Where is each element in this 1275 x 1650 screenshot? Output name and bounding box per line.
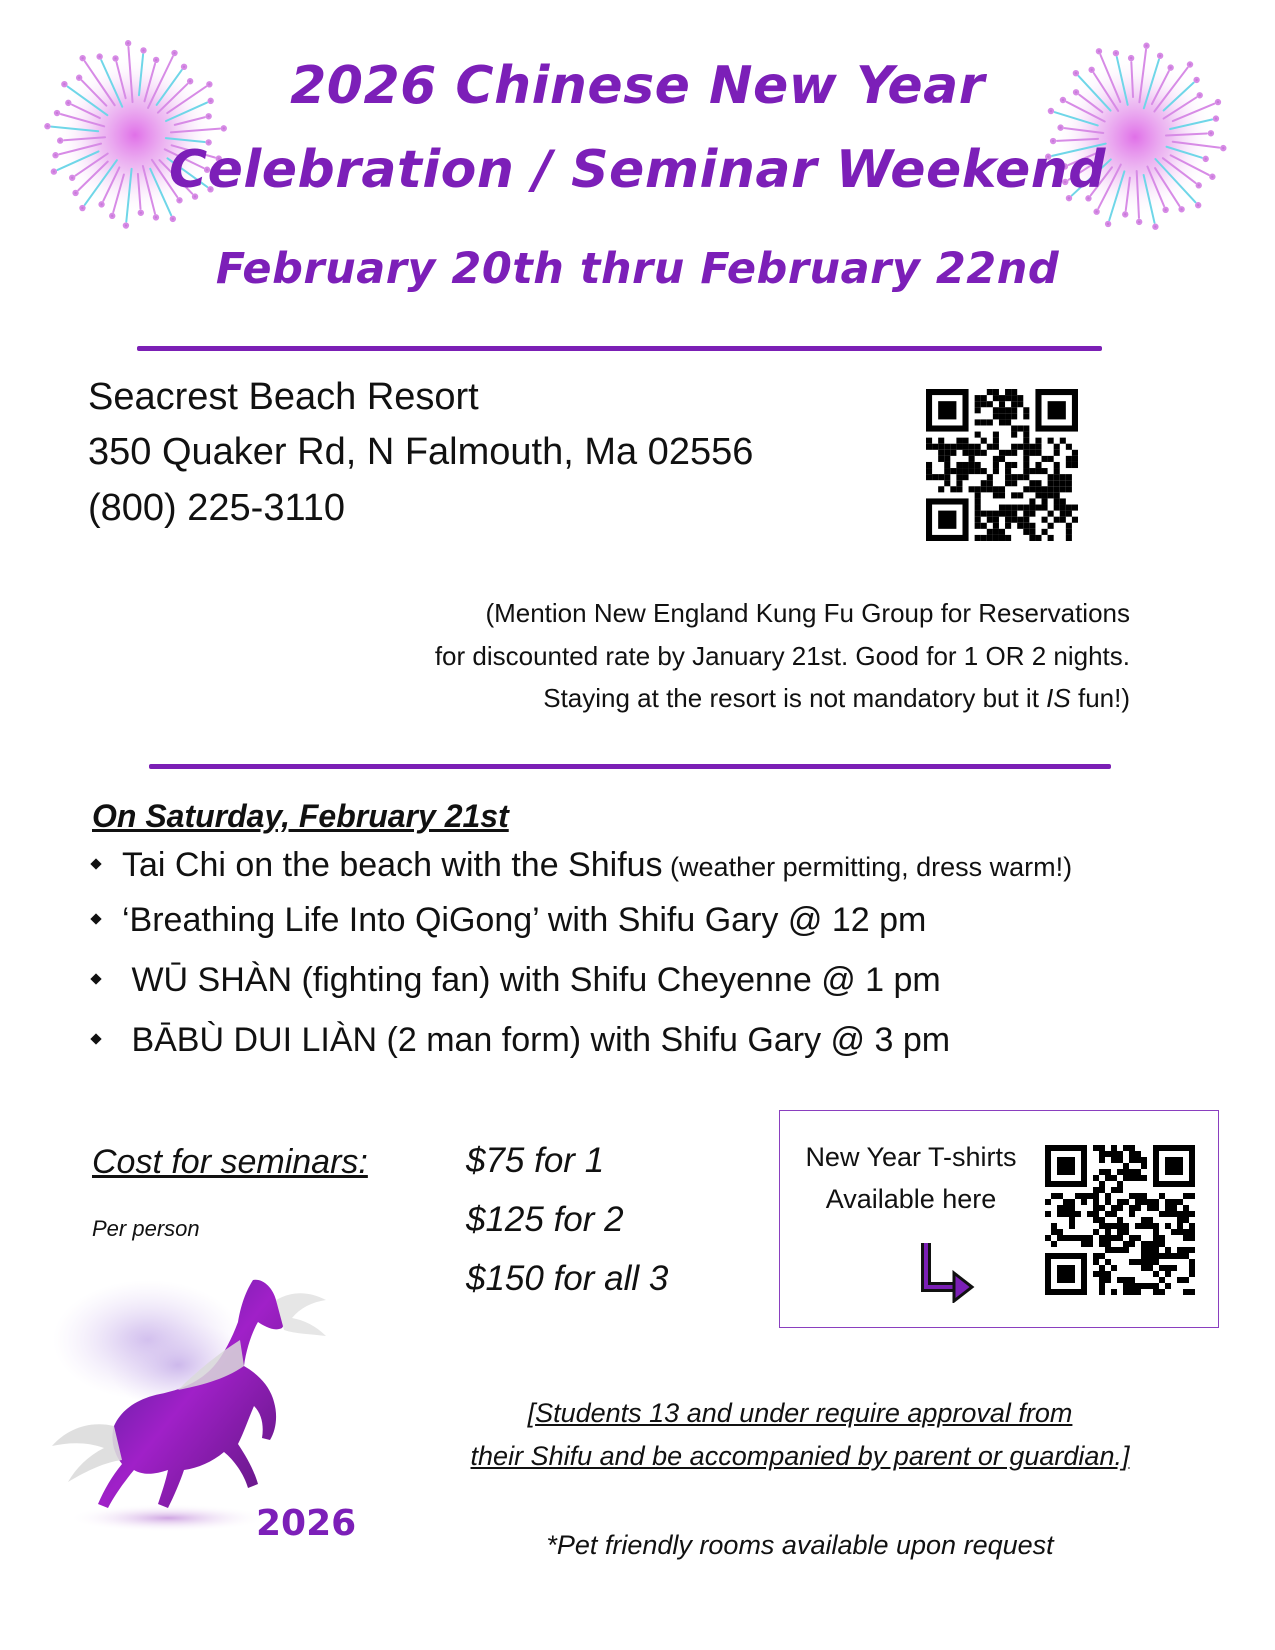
horse-illustration (48, 1270, 338, 1540)
schedule-item-babu-dui-lian: BĀBÙ DUI LIÀN (2 man form) with Shifu Gary @ 3 pm (92, 1021, 950, 1060)
students-notice-line-2: their Shifu and be accompanied by parent or guardian.] (470, 1441, 1130, 1471)
qr-code-tshirts[interactable] (1045, 1145, 1195, 1295)
reservation-note-line-1: (Mention New England Kung Fu Group for Reservations (485, 598, 1130, 628)
venue-address: 350 Quaker Rd, N Falmouth, Ma 02556 (88, 431, 754, 473)
price-two: $125 for 2 (466, 1200, 624, 1239)
schedule-heading: On Saturday, February 21st (92, 798, 509, 834)
schedule-item-tai-chi: Tai Chi on the beach with the Shifus (weather permitting, dress warm!) (92, 846, 1072, 885)
tshirt-box (779, 1110, 1219, 1328)
divider-middle (149, 764, 1111, 769)
title-line-1: 2026 Chinese New Year (290, 56, 985, 116)
arrow-icon (914, 1239, 978, 1303)
tshirt-line-2: Available here (825, 1184, 997, 1214)
divider-top (137, 346, 1102, 351)
bullet-icon (90, 913, 101, 924)
tshirt-line-1: New Year T-shirts (805, 1142, 1017, 1172)
event-dates: February 20th thru February 22nd (215, 244, 1060, 294)
students-notice-line-1: [Students 13 and under require approval from (527, 1398, 1073, 1428)
bullet-icon (90, 1033, 101, 1044)
price-three: $150 for all 3 (466, 1259, 669, 1298)
bullet-icon (90, 858, 101, 869)
schedule-item-qigong: ‘Breathing Life Into QiGong’ with Shifu Gary @ 12 pm (92, 901, 926, 940)
reservation-note-line-3: Staying at the resort is not mandatory but it IS fun!) (543, 683, 1130, 713)
year-label: 2026 (256, 1503, 357, 1544)
schedule-item-wu-shan: WŪ SHÀN (fighting fan) with Shifu Cheyenne @ 1 pm (92, 961, 941, 1000)
venue-name: Seacrest Beach Resort (88, 376, 479, 418)
bullet-icon (90, 973, 101, 984)
price-one: $75 for 1 (466, 1141, 605, 1180)
pet-friendly-note: *Pet friendly rooms available upon request (546, 1530, 1054, 1560)
per-person-label: Per person (92, 1216, 200, 1241)
venue-phone: (800) 225-3110 (88, 487, 346, 529)
reservation-note-line-2: for discounted rate by January 21st. Good for 1 OR 2 nights. (434, 641, 1130, 671)
qr-code-resort[interactable] (926, 389, 1078, 541)
cost-label: Cost for seminars: (92, 1143, 368, 1181)
title-line-2: Celebration / Seminar Weekend (169, 140, 1106, 200)
